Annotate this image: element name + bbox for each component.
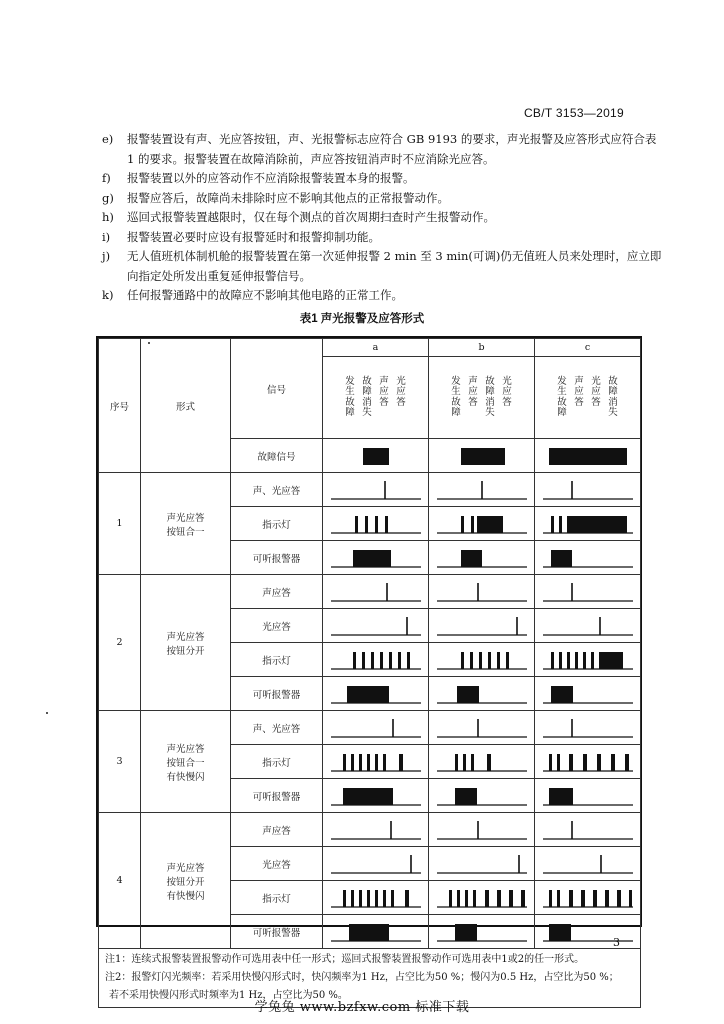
clause-k <box>102 286 662 306</box>
wave-cell <box>535 711 641 745</box>
col-seq-header: 序号 <box>99 339 141 473</box>
wave-cell <box>323 847 429 881</box>
clause-i <box>102 228 662 248</box>
signal-label: 光应答 <box>231 847 323 881</box>
form-line: 声光应答 <box>166 743 205 755</box>
clause-text: 报警装置设有声、光应答按钮，声、光报警标志应符合 GB 9193 的要求，声光报警及应答形式应符合表 1 的要求。报警装置在故障消除前，声应答按钮消声时不应消除光应答。 <box>127 132 657 166</box>
wave-cell <box>535 473 641 507</box>
wave-cell <box>429 643 535 677</box>
note-1: 注1：连续式报警装置报警动作可选用表中任一形式；巡回式报警装置报警动作可选用表中1或2的任一形式。 <box>105 954 585 965</box>
clause-h <box>102 208 662 228</box>
signal-label: 声应答 <box>231 813 323 847</box>
footer-watermark: 学兔兔 www.bzfxw.com 标准下载 <box>254 1000 470 1015</box>
signal-label: 指示灯 <box>231 507 323 541</box>
clause-label: g) <box>102 190 114 205</box>
wave-cell <box>429 813 535 847</box>
phase-header-b <box>429 357 535 439</box>
wave-cell <box>429 711 535 745</box>
phase-label: 故障消失 <box>362 375 372 418</box>
col-form-header: 形式 <box>141 339 231 473</box>
phase-label: 发生故障 <box>345 375 355 418</box>
wave-cell <box>323 507 429 541</box>
wave-cell <box>429 609 535 643</box>
signal-label: 光应答 <box>231 609 323 643</box>
wave-cell <box>323 779 429 813</box>
form-line: 声光应答 <box>166 631 205 643</box>
note-2b: 若不采用快慢闪形式时频率为1 Hz，占空比为50 %。 <box>109 990 348 1001</box>
clause-label: i) <box>102 229 111 244</box>
table-title: 表1 声光报警及应答形式 <box>299 313 425 325</box>
clause-j <box>102 247 662 286</box>
clause-f <box>102 169 662 189</box>
phase-label: 光应答 <box>502 375 512 408</box>
clause-text: 无人值班机体制机舱的报警装置在第一次延伸报警 2 min 至 3 min(可调)仍无值班人员来处理时，应立即向指定处所发出重复延伸报警信号。 <box>127 249 662 283</box>
clause-label: f) <box>102 171 111 185</box>
clause-e <box>102 130 662 169</box>
signal-label: 指示灯 <box>231 745 323 779</box>
wave-cell <box>535 609 641 643</box>
wave-cell <box>535 881 641 915</box>
clause-text: 报警装置必要时应设有报警延时和报警抑制功能。 <box>127 229 380 244</box>
wave-cell <box>323 745 429 779</box>
signal-label: 声、光应答 <box>231 711 323 745</box>
clause-label: k) <box>102 288 114 302</box>
wave-cell <box>535 541 641 575</box>
wave-cell <box>323 677 429 711</box>
form-4 <box>141 813 231 949</box>
seq-2: 2 <box>99 575 141 711</box>
seq-3: 3 <box>99 711 141 813</box>
wave-cell <box>429 779 535 813</box>
fault-signal-label: 故障信号 <box>231 439 323 473</box>
wave-cell <box>535 677 641 711</box>
wave-cell <box>323 609 429 643</box>
phase-label: 光应答 <box>396 375 406 408</box>
alarm-table <box>96 336 642 1001</box>
col-c-header: c <box>535 339 641 357</box>
phase-header-a <box>323 357 429 439</box>
fault-signal-b <box>429 439 535 473</box>
note-2a: 注2：报警灯闪光频率：若采用快慢闪形式时，快闪频率为1 Hz，占空比为50 %；慢闪为0.5 Hz，占空比为50 %； <box>105 972 619 983</box>
wave-cell <box>323 473 429 507</box>
clause-list <box>102 130 662 306</box>
col-b-header: b <box>429 339 535 357</box>
clause-label: j) <box>102 249 111 263</box>
page-number: 3 <box>613 936 620 949</box>
col-signal-header: 信号 <box>231 339 323 439</box>
wave-cell <box>535 779 641 813</box>
seq-1: 1 <box>99 473 141 575</box>
wave-cell <box>429 507 535 541</box>
wave-cell <box>429 473 535 507</box>
form-line: 按钮合一 <box>166 757 205 769</box>
wave-cell <box>535 575 641 609</box>
signal-label: 声、光应答 <box>231 473 323 507</box>
clause-text: 巡回式报警装置越限时，仅在每个测点的首次周期扫查时产生报警动作。 <box>127 210 495 224</box>
signal-label: 指示灯 <box>231 881 323 915</box>
seq-4: 4 <box>99 813 141 949</box>
wave-cell <box>429 677 535 711</box>
signal-label: 指示灯 <box>231 643 323 677</box>
wave-cell <box>535 813 641 847</box>
col-a-header: a <box>323 339 429 357</box>
form-3 <box>141 711 231 813</box>
clause-text: 任何报警通路中的故障应不影响其他电路的正常工作。 <box>127 288 403 302</box>
clause-g <box>102 189 662 209</box>
phase-label: 声应答 <box>379 375 389 408</box>
phase-label: 发生故障 <box>451 375 461 418</box>
form-line: 声光应答 <box>166 862 205 874</box>
wave-cell <box>323 643 429 677</box>
form-line: 按钮合一 <box>166 526 205 538</box>
wave-cell <box>535 847 641 881</box>
decorative-dot <box>46 712 48 714</box>
phase-label: 故障消失 <box>485 375 495 418</box>
signal-label: 可听报警器 <box>231 677 323 711</box>
form-line: 声光应答 <box>166 512 205 524</box>
standard-code: CB/T 3153—2019 <box>523 106 624 120</box>
wave-cell <box>323 881 429 915</box>
phase-label: 光应答 <box>591 375 601 408</box>
wave-cell <box>429 541 535 575</box>
fault-signal-a <box>323 439 429 473</box>
phase-header-c <box>535 357 641 439</box>
form-line: 按钮分开 <box>166 876 205 888</box>
wave-cell <box>535 643 641 677</box>
signal-label: 声应答 <box>231 575 323 609</box>
wave-cell <box>323 915 429 949</box>
wave-cell <box>535 507 641 541</box>
clause-label: h) <box>102 210 114 224</box>
wave-cell <box>535 915 641 949</box>
wave-cell <box>429 847 535 881</box>
decorative-dot <box>148 342 150 344</box>
wave-cell <box>535 745 641 779</box>
wave-cell <box>429 915 535 949</box>
wave-cell <box>429 575 535 609</box>
phase-label: 发生故障 <box>557 375 567 418</box>
form-line: 有快慢闪 <box>166 890 205 902</box>
wave-cell <box>323 575 429 609</box>
form-line: 有快慢闪 <box>166 771 205 783</box>
wave-cell <box>429 745 535 779</box>
phase-label: 故障消失 <box>608 375 618 418</box>
signal-label: 可听报警器 <box>231 541 323 575</box>
clause-text: 报警装置以外的应答动作不应消除报警装置本身的报警。 <box>127 171 415 185</box>
signal-label: 可听报警器 <box>231 779 323 813</box>
wave-cell <box>429 881 535 915</box>
clause-text: 报警应答后，故障尚未排除时应不影响其他点的正常报警动作。 <box>127 190 449 205</box>
form-1 <box>141 473 231 575</box>
phase-label: 声应答 <box>574 375 584 408</box>
wave-cell <box>323 711 429 745</box>
wave-cell <box>323 541 429 575</box>
fault-signal-c <box>535 439 641 473</box>
clause-label: e) <box>102 132 114 146</box>
wave-cell <box>323 813 429 847</box>
form-2 <box>141 575 231 711</box>
form-line: 按钮分开 <box>166 645 205 657</box>
signal-label: 可听报警器 <box>231 915 323 949</box>
phase-label: 声应答 <box>468 375 478 408</box>
